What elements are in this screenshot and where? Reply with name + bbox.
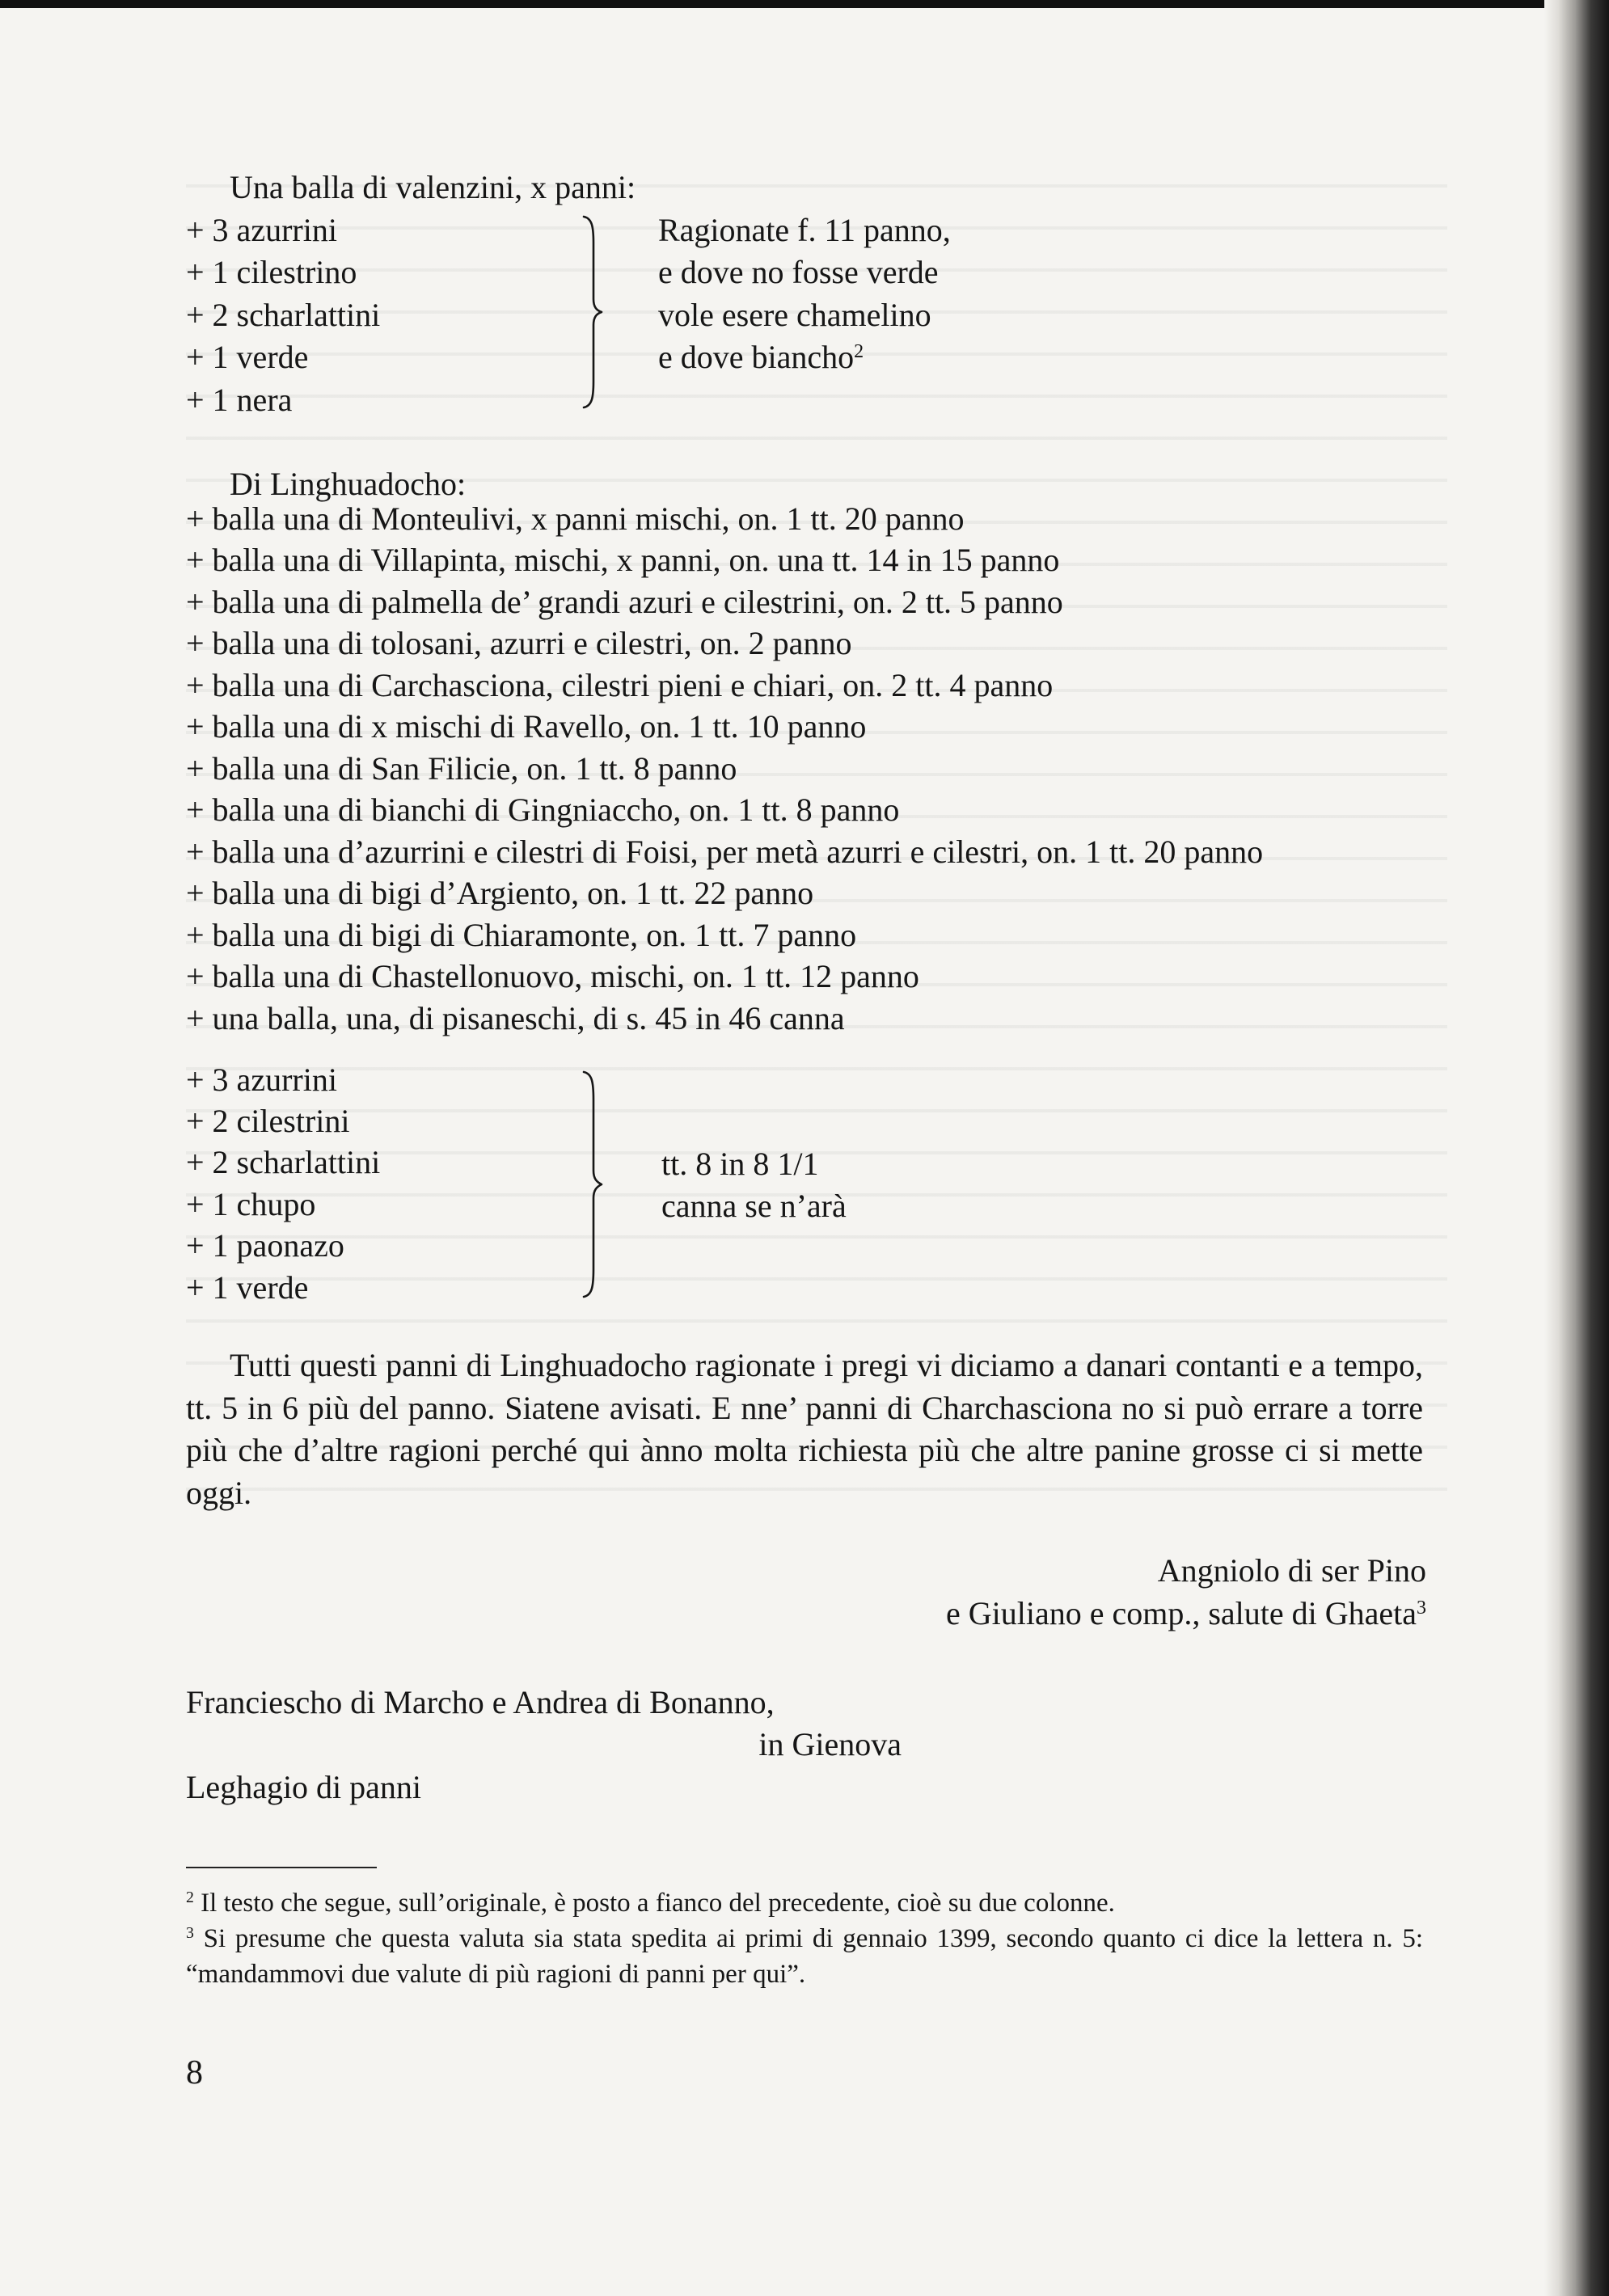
block3-item: + 1 chupo (186, 1186, 316, 1222)
block2-line: + balla una di Monteulivi, x panni mischi, on. 1 tt. 20 panno (186, 500, 965, 537)
footnote-ref-2: 2 (854, 340, 864, 362)
address-line1: Franciescho di Marcho e Andrea di Bonanno, (186, 1684, 775, 1720)
block1-note: e dove no fosse verde (658, 254, 939, 290)
signature-line1: Angniolo di ser Pino (1157, 1552, 1426, 1589)
block3-item: + 1 paonazo (186, 1227, 344, 1264)
block2-line: + balla una di bianchi di Gingniaccho, on. 1 tt. 8 panno (186, 791, 900, 828)
block1-brace (579, 210, 611, 414)
closing-paragraph: Tutti questi panni di Linghuadocho ragionate i pregi vi diciamo a danari contanti e a tempo, tt. 5 in 6 più del panno. Siatene avisati. E nne’ panni di Charchasciona no si può errare a torre più che d’altre ragioni perché qui ànno molta richiesta più che altre panine grosse ci si mette oggi. (186, 1347, 1423, 1511)
footnote-mark: 3 (186, 1924, 194, 1943)
address-line2: in Gienova (758, 1726, 902, 1762)
block3-note: tt. 8 in 8 1/1 (661, 1146, 819, 1182)
footnote-3 (186, 1921, 1423, 1992)
block2-line: + una balla, una, di pisaneschi, di s. 45 in 46 canna (186, 1000, 845, 1036)
block2-line: + balla una di Villapinta, mischi, x panni, on. una tt. 14 in 15 panno (186, 542, 1060, 578)
block2-line: + balla una di tolosani, azurri e cilestri, on. 2 panno (186, 625, 852, 661)
block2-line: + balla una di palmella de’ grandi azuri e cilestrini, on. 2 tt. 5 panno (186, 584, 1063, 620)
block1-note-with-ref (658, 336, 864, 378)
block2-line: + balla una di Carchasciona, cilestri pieni e chiari, on. 2 tt. 4 panno (186, 667, 1054, 703)
block1-item: + 1 cilestrino (186, 254, 357, 290)
block1-heading: Una balla di valenzini, x panni: (230, 169, 636, 205)
block1-item: + 2 scharlattini (186, 297, 381, 333)
block2-line: + balla una di bigi d’Argiento, on. 1 tt. 22 panno (186, 875, 814, 911)
block2-line: + balla una di Chastellonuovo, mischi, on. 1 tt. 12 panno (186, 958, 919, 994)
signature-line2: e Giuliano e comp., salute di Ghaeta (945, 1595, 1417, 1631)
block1-note-text: e dove biancho (658, 339, 855, 375)
block2-line: + balla una d’azurrini e cilestri di Foisi, per metà azurri e cilestri, on. 1 tt. 20 panno (186, 834, 1264, 870)
block1-item: + 1 nera (186, 382, 293, 418)
footnote-rule (186, 1867, 377, 1868)
book-spine-shadow (1544, 0, 1609, 2296)
block2-line: + balla una di San Filicie, on. 1 tt. 8 panno (186, 750, 737, 787)
block3-item: + 1 verde (186, 1269, 309, 1306)
block2-heading: Di Linghuadocho: (230, 466, 467, 502)
block1-note: vole esere chamelino (658, 297, 931, 333)
block2-line: + balla una di bigi di Chiaramonte, on. 1 tt. 7 panno (186, 917, 857, 953)
address-subject: Leghagio di panni (186, 1769, 422, 1805)
block1-item: + 3 azurrini (186, 212, 337, 248)
top-edge (0, 0, 1609, 8)
page-number: 8 (186, 2054, 203, 2091)
footnote-text: Si presume che questa valuta sia stata spedita ai primi di gennaio 1399, secondo quanto ci dice la lettera n. 5: “mandammovi due valute di più ragioni di panni per qui”. (186, 1924, 1423, 1989)
footnote-mark: 2 (186, 1889, 194, 1907)
block3-item: + 2 scharlattini (186, 1144, 381, 1180)
footnote-2 (186, 1885, 1423, 1921)
block1-item: + 1 verde (186, 339, 309, 375)
block3-note: canna se n’arà (661, 1188, 847, 1224)
block2-line: + balla una di x mischi di Ravello, on. 1 tt. 10 panno (186, 708, 867, 745)
block3-item: + 3 azurrini (186, 1061, 337, 1098)
footnote-text: Il testo che segue, sull’originale, è posto a fianco del precedente, cioè su due colonne. (201, 1889, 1115, 1918)
footnote-ref-3: 3 (1417, 1597, 1426, 1619)
signature-line2-with-ref (946, 1593, 1426, 1635)
block3-item: + 2 cilestrini (186, 1103, 350, 1139)
block3-brace (579, 1067, 611, 1302)
block1-note: Ragionate f. 11 panno, (658, 212, 951, 248)
